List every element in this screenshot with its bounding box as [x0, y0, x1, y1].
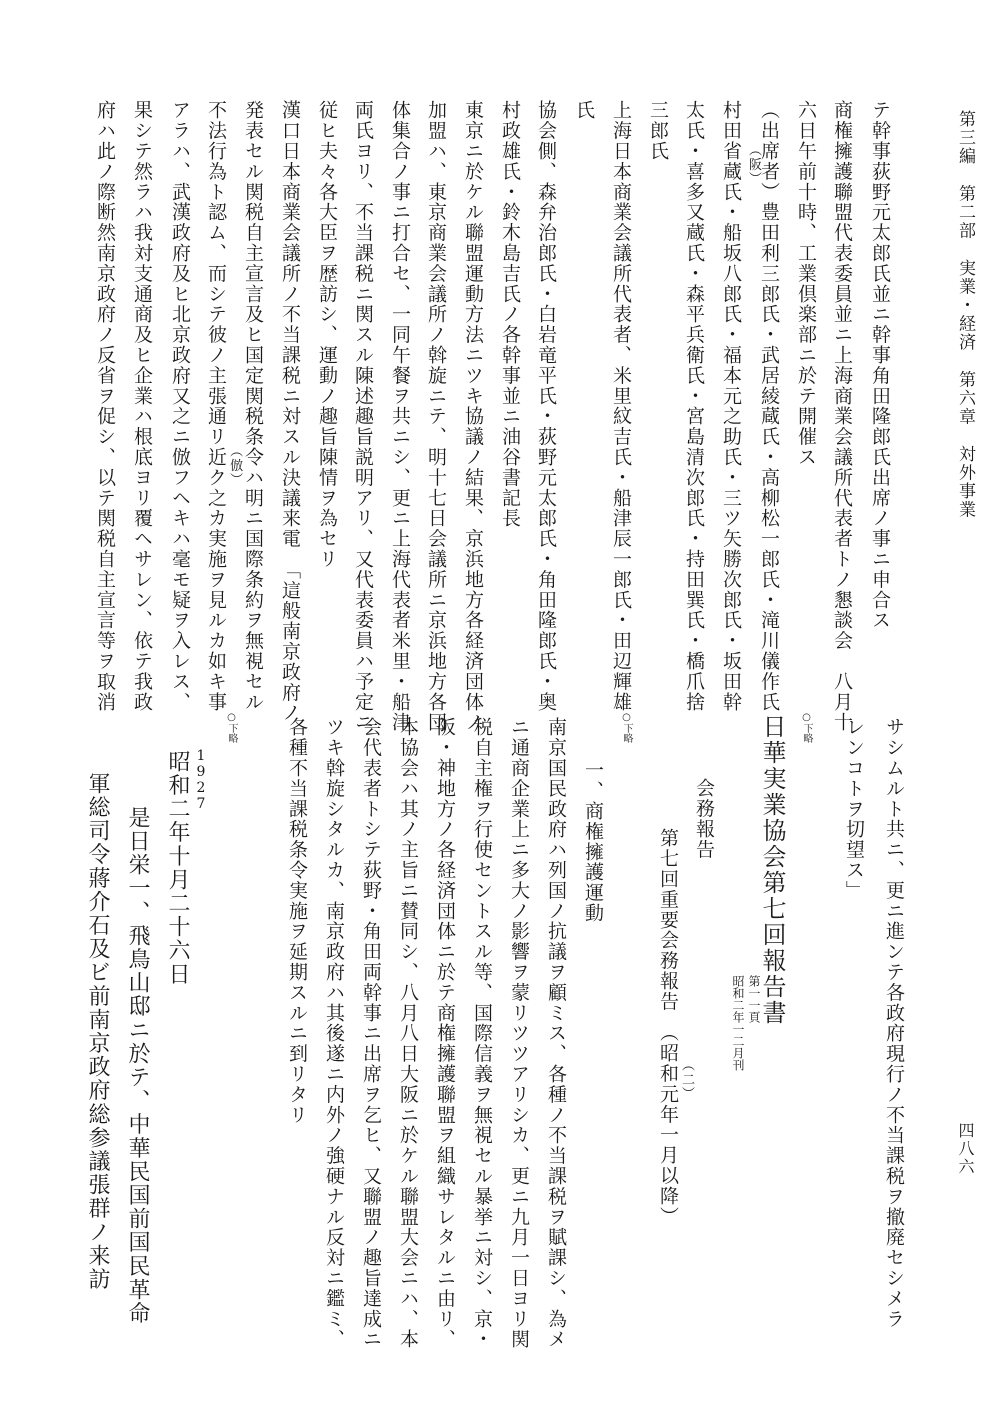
- running-title: 第三編 第二部 実業・経済 第六章 対外事業: [955, 110, 975, 520]
- upper-column: 協会側、森弁治郎氏・白岩竜平氏・荻野元太郎氏・角田隆郎氏・奥: [535, 100, 557, 712]
- upper-column: 商権擁護聯盟代表委員並ニ上海商業会議所代表者トノ懇談会 八月十: [831, 100, 853, 733]
- upper-column: 体集合ノ事ニ打合セ、一同午餐ヲ共ニシ、更ニ上海代表者米里・船津: [389, 100, 411, 733]
- ruby-gloss: （阪）: [746, 143, 761, 187]
- report-issue-page: 第一一頁: [747, 975, 761, 1023]
- upper-column: 東京ニ於ケル聯盟運動方法ニツキ協議ノ結果、京浜地方各経済団体ノ: [462, 100, 484, 733]
- subsection-heading: 第七回重要会務報告 （昭和元年一月以降）: [657, 828, 679, 1227]
- continuation-line: レンコトヲ切望ス」: [843, 717, 865, 901]
- item-heading: 一、商権擁護運動: [582, 760, 604, 924]
- upper-column: 六日午前十時、工業倶楽部ニ於テ開催ス: [795, 100, 817, 468]
- subsection-ruby: （二）: [679, 1058, 694, 1102]
- upper-column: 加盟ハ、東京商業会議所ノ斡旋ニテ、明十七日会議所ニ京浜地方各団: [425, 100, 447, 733]
- upper-column: 氏: [573, 100, 595, 121]
- upper-column: 村田省蔵氏・船坂八郎氏・福本元之助氏・三ツ矢勝次郎氏・坂田幹: [720, 100, 742, 712]
- lower-body-column: 各種不当課税条令実施ヲ延期スルニ到リタリ: [286, 717, 308, 1125]
- section-heading: 会務報告: [693, 778, 715, 860]
- lower-body-column: 南京国民政府ハ列国ノ抗議ヲ顧ミス、各種ノ不当課税ヲ賦課シ、為メ: [545, 717, 567, 1350]
- omit-mark: ○下略: [801, 712, 812, 743]
- lower-body-column: ニ通商企業上ニ多大ノ影響ヲ蒙リツツアリシカ、更ニ九月一日ヨリ関: [508, 717, 530, 1350]
- entry-line: 軍総司令蔣介石及ビ前南京政府総参議張群ノ来訪: [85, 772, 110, 1292]
- upper-column: 三郎氏: [647, 100, 669, 162]
- report-title: 日華実業協会第七回報告書: [758, 714, 786, 1026]
- ruby-gloss: （倣）: [227, 444, 243, 488]
- lower-body-column: 税自主権ヲ行使セントスル等、国際信義ヲ無視セル暴挙ニ対シ、京・: [471, 717, 493, 1350]
- continuation-line: サシムルト共ニ、更ニ進ンテ各政府現行ノ不当課税ヲ撤廃セシメラ: [883, 717, 905, 1329]
- omit-mark: ○下略: [621, 712, 632, 743]
- entry-line: 是日栄一、飛鳥山邸ニ於テ、中華民国前国民革命: [125, 806, 150, 1326]
- omit-mark: ○下略: [226, 712, 237, 743]
- upper-column: 従ヒ夫々各大臣ヲ歴訪シ、運動ノ趣旨陳情ヲ為セリ: [316, 100, 338, 570]
- upper-column: 両氏ヨリ、不当課税ニ関スル陳述趣旨説明アリ、又代表委員ハ予定ニ: [352, 100, 374, 733]
- year-ad: 1927: [193, 748, 209, 812]
- page-number: 四八六: [956, 1122, 975, 1176]
- upper-column: （出席者）豊田利三郎氏・武居綾蔵氏・高柳松一郎氏・滝川儀作氏: [758, 100, 780, 712]
- date-heading: 昭和二年十月二十六日: [165, 750, 190, 986]
- lower-body-column: 阪・神地方ノ各経済団体ニ於テ商権擁護聯盟ヲ組織サレタルニ由リ、: [434, 717, 456, 1350]
- upper-column: 不法行為ト認ム、而シテ彼ノ主張通リ近ク之カ実施ヲ見ルカ如キ事: [205, 100, 227, 712]
- upper-column: 太氏・喜多又蔵氏・森平兵衛氏・宮島清次郎氏・持田巽氏・橋爪捨: [683, 100, 705, 712]
- lower-body-column: ツキ斡旋シタルカ、南京政府ハ其後遂ニ内外ノ強硬ナル反対ニ鑑ミ、: [323, 717, 345, 1350]
- report-issue-date: 昭和二年一二月刊: [731, 975, 745, 1071]
- lower-body-column: 本協会ハ其ノ主旨ニ賛同シ、八月八日大阪ニ於ケル聯盟大会ニハ、本: [397, 717, 419, 1350]
- upper-column: アラハ、武漢政府及ヒ北京政府又之ニ倣フヘキハ毫モ疑ヲ入レス、: [169, 100, 191, 712]
- upper-column: 府ハ此ノ際断然南京政府ノ反省ヲ促シ、以テ関税自主宣言等ヲ取消: [94, 100, 116, 712]
- upper-column: テ幹事荻野元太郎氏並ニ幹事角田隆郎氏出席ノ事ニ申合ス: [869, 100, 891, 631]
- upper-column: 村政雄氏・鈴木島吉氏ノ各幹事並ニ油谷書記長: [499, 100, 521, 529]
- upper-column: 漢口日本商業会議所ノ不当課税ニ対スル決議来電 「這般南京政府ノ: [279, 100, 301, 723]
- upper-column: 果シテ然ラハ我対支通商及ヒ企業ハ根底ヨリ覆ヘサレン、依テ我政: [131, 100, 153, 712]
- upper-column: 発表セル関税自主宣言及ヒ国定関税条令ハ明ニ国際条約ヲ無視セル: [242, 100, 264, 712]
- lower-body-column: 会代表者トシテ荻野・角田両幹事ニ出席ヲ乞ヒ、又聯盟ノ趣旨達成ニ: [360, 717, 382, 1350]
- upper-column: 上海日本商業会議所代表者、米里紋吉氏・船津辰一郎氏・田辺輝雄: [610, 100, 632, 712]
